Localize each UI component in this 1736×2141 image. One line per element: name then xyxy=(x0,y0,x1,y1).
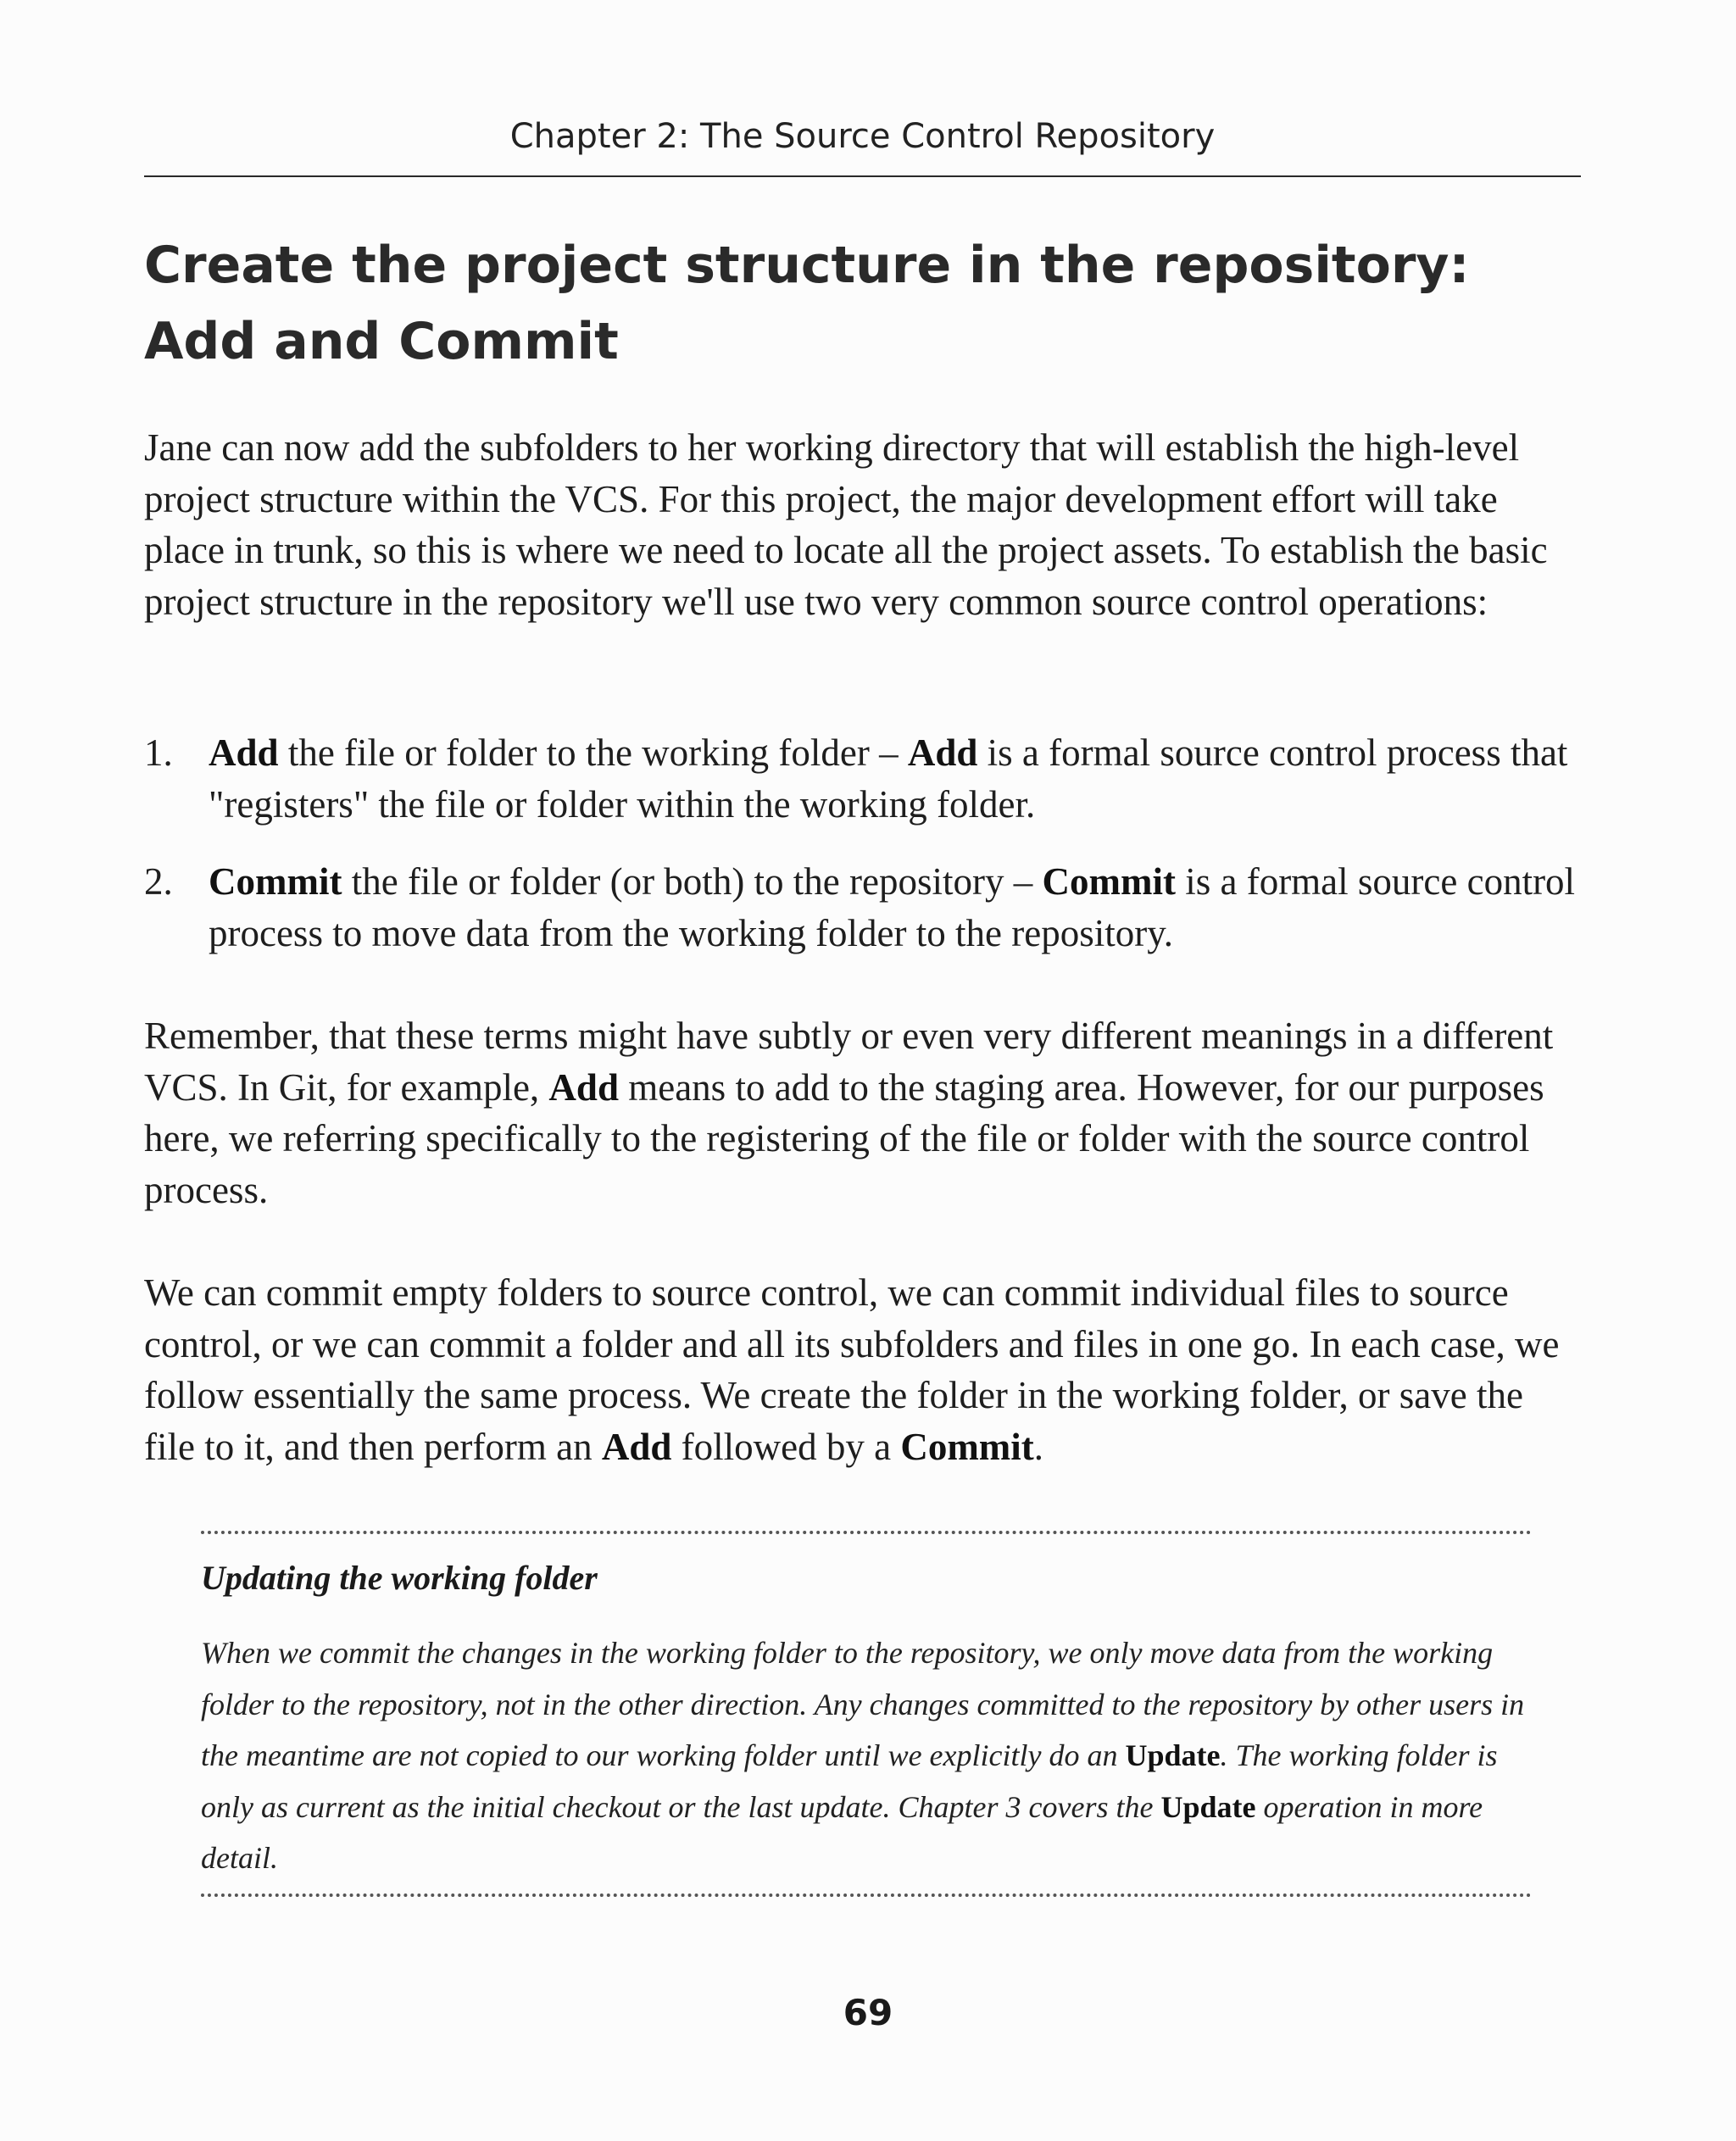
section-title xyxy=(144,227,1581,380)
list-text-part: the file or folder (or both) to the repository – xyxy=(342,860,1043,903)
note-text: operation in more detail. xyxy=(201,1789,1483,1875)
term-update: Update xyxy=(1125,1738,1221,1772)
list-number: 2. xyxy=(144,860,173,903)
header-rule xyxy=(144,175,1581,177)
term-update: Update xyxy=(1160,1789,1256,1824)
note-text: When we commit the changes in the working folder to the repository, we only move data from the working folder to the repository, not in the other direction. Any changes committed to the repository by other users in the meantime are not copied to our working folder until we explicitly do an xyxy=(201,1636,1525,1772)
commit-paragraph xyxy=(144,1267,1581,1472)
paragraph-text: means to add to the staging area. However, for our purposes here, we referring specifically to the registering of the file or folder with the source control process. xyxy=(144,1065,1544,1211)
term-commit: Commit xyxy=(900,1425,1034,1468)
term-commit: Commit xyxy=(1042,860,1176,903)
remember-paragraph xyxy=(144,1010,1581,1215)
list-item-commit xyxy=(144,856,1581,959)
note-text: . The working folder is only as current as the initial checkout or the last update. Chapter 3 covers the xyxy=(201,1738,1498,1824)
list-number: 1. xyxy=(144,731,173,774)
note-title: Updating the working folder xyxy=(201,1559,598,1597)
list-text-part: is a formal source control process to move data from the working folder to the repository. xyxy=(209,860,1576,954)
term-add: Add xyxy=(907,731,978,774)
paragraph-text: Remember, that these terms might have subtly or even very different meanings in a different VCS. In Git, for example, xyxy=(144,1015,1554,1109)
paragraph-text: We can commit empty folders to source control, we can commit individual files to source control, or we can commit a folder and all its subfolders and files in one go. In each case, we follow essentially the same process. We create the folder in the working folder, or save the file to it, and then perform an xyxy=(144,1271,1560,1468)
section-title-line-2: Add and Commit xyxy=(144,312,619,371)
list-text-part: the file or folder to the working folder – xyxy=(278,731,908,774)
note-body xyxy=(201,1627,1532,1884)
term-add: Add xyxy=(601,1425,672,1468)
list-item-add xyxy=(144,727,1581,830)
paragraph-text: . xyxy=(1033,1425,1044,1468)
list-text-part: is a formal source control process that "registers" the file or folder within the working folder. xyxy=(209,731,1568,826)
term-commit: Commit xyxy=(209,860,342,903)
list-item-text xyxy=(209,856,1581,959)
section-title-line-1: Create the project structure in the repository: xyxy=(144,236,1470,295)
intro-paragraph: Jane can now add the subfolders to her working directory that will establish the high-level project structure within the VCS. For this project, the major development effort will take place in trunk, so this is where we need to locate all the project assets. To establish the basic project structure in the repository we'll use two very common source control operations: xyxy=(144,426,1548,623)
running-head: Chapter 2: The Source Control Repository xyxy=(509,117,1216,156)
page-number: 69 xyxy=(843,1992,893,2033)
term-add: Add xyxy=(548,1065,619,1109)
paragraph-text: followed by a xyxy=(671,1425,901,1468)
list-item-text xyxy=(209,727,1581,830)
term-add: Add xyxy=(209,731,279,774)
note-box xyxy=(201,1531,1532,1897)
